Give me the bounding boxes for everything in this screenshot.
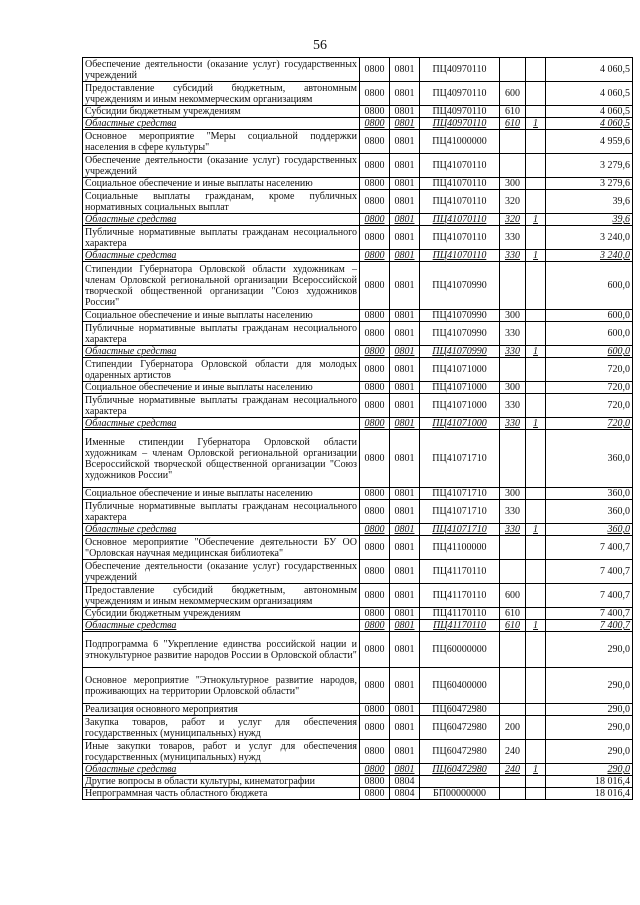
row-name: Субсидии бюджетным учреждениям — [83, 106, 360, 118]
target-article-code: ПЦ41000000 — [420, 130, 500, 154]
section-code: 0800 — [360, 250, 390, 262]
section-code: 0800 — [360, 764, 390, 776]
amount: 7 400,7 — [546, 560, 633, 584]
amount: 290,0 — [546, 632, 633, 668]
table-row — [83, 524, 633, 536]
table-row — [83, 322, 633, 346]
row-name: Обеспечение деятельности (оказание услуг) государственных учреждений — [83, 560, 360, 584]
target-article-code: ПЦ41170110 — [420, 584, 500, 608]
section-code: 0800 — [360, 190, 390, 214]
expense-type-code — [500, 704, 526, 716]
expense-type-code — [500, 632, 526, 668]
table-row — [83, 620, 633, 632]
subsection-code: 0801 — [390, 430, 420, 488]
target-article-code: ПЦ41071000 — [420, 394, 500, 418]
expense-type-code — [500, 668, 526, 704]
subsection-code: 0801 — [390, 178, 420, 190]
table-row — [83, 608, 633, 620]
expense-type-code: 330 — [500, 322, 526, 346]
target-article-code: ПЦ60400000 — [420, 668, 500, 704]
row-name: Другие вопросы в области культуры, кинематографии — [83, 776, 360, 788]
section-code: 0800 — [360, 214, 390, 226]
funding-source-code — [526, 560, 546, 584]
amount: 4 060,5 — [546, 118, 633, 130]
target-article-code: ПЦ60472980 — [420, 704, 500, 716]
expense-type-code — [500, 262, 526, 310]
row-name: Именные стипендии Губернатора Орловской области художникам – членам Орловской региональной организации Всероссийской творческой общественной организации "Союз художников России" — [83, 430, 360, 488]
target-article-code: ПЦ41071710 — [420, 430, 500, 488]
table-row — [83, 632, 633, 668]
table-row — [83, 704, 633, 716]
amount: 7 400,7 — [546, 620, 633, 632]
funding-source-code — [526, 178, 546, 190]
expense-type-code: 610 — [500, 620, 526, 632]
section-code: 0800 — [360, 668, 390, 704]
row-name: Областные средства — [83, 764, 360, 776]
amount: 4 060,5 — [546, 106, 633, 118]
section-code: 0800 — [360, 106, 390, 118]
expense-type-code: 610 — [500, 118, 526, 130]
row-name: Реализация основного мероприятия — [83, 704, 360, 716]
section-code: 0800 — [360, 740, 390, 764]
row-name: Публичные нормативные выплаты гражданам несоциального характера — [83, 322, 360, 346]
table-row — [83, 776, 633, 788]
section-code: 0800 — [360, 430, 390, 488]
target-article-code: ПЦ60000000 — [420, 632, 500, 668]
subsection-code: 0801 — [390, 106, 420, 118]
expense-type-code: 300 — [500, 178, 526, 190]
amount: 39,6 — [546, 214, 633, 226]
table-row — [83, 500, 633, 524]
table-row — [83, 58, 633, 82]
row-name: Закупка товаров, работ и услуг для обеспечения государственных (муниципальных) нужд — [83, 716, 360, 740]
table-row — [83, 358, 633, 382]
row-name: Социальное обеспечение и иные выплаты населению — [83, 310, 360, 322]
amount: 720,0 — [546, 418, 633, 430]
subsection-code: 0801 — [390, 118, 420, 130]
funding-source-code: 1 — [526, 620, 546, 632]
expense-type-code: 240 — [500, 764, 526, 776]
expense-type-code: 330 — [500, 418, 526, 430]
amount: 3 279,6 — [546, 154, 633, 178]
expense-type-code: 600 — [500, 584, 526, 608]
section-code: 0800 — [360, 704, 390, 716]
table-row — [83, 190, 633, 214]
funding-source-code: 1 — [526, 346, 546, 358]
target-article-code: ПЦ41100000 — [420, 536, 500, 560]
target-article-code: ПЦ41071710 — [420, 524, 500, 536]
table-row — [83, 226, 633, 250]
budget-table — [82, 57, 633, 800]
expense-type-code: 600 — [500, 82, 526, 106]
amount: 7 400,7 — [546, 608, 633, 620]
expense-type-code: 240 — [500, 740, 526, 764]
row-name: Непрограммная часть областного бюджета — [83, 788, 360, 800]
subsection-code: 0801 — [390, 358, 420, 382]
subsection-code: 0801 — [390, 58, 420, 82]
funding-source-code — [526, 608, 546, 620]
table-row — [83, 154, 633, 178]
section-code: 0800 — [360, 262, 390, 310]
row-name: Стипендии Губернатора Орловской области художникам – членам Орловской региональной организации Всероссийской творческой общественной организации "Союз художников России" — [83, 262, 360, 310]
table-row — [83, 740, 633, 764]
amount: 360,0 — [546, 500, 633, 524]
table-row — [83, 536, 633, 560]
amount: 3 279,6 — [546, 178, 633, 190]
funding-source-code — [526, 190, 546, 214]
funding-source-code — [526, 430, 546, 488]
expense-type-code: 330 — [500, 500, 526, 524]
row-name: Социальное обеспечение и иные выплаты населению — [83, 488, 360, 500]
subsection-code: 0801 — [390, 668, 420, 704]
target-article-code: ПЦ41070990 — [420, 262, 500, 310]
target-article-code: ПЦ41070110 — [420, 214, 500, 226]
section-code: 0800 — [360, 310, 390, 322]
funding-source-code: 1 — [526, 764, 546, 776]
expense-type-code — [500, 430, 526, 488]
expense-type-code — [500, 358, 526, 382]
row-name: Областные средства — [83, 214, 360, 226]
table-row — [83, 382, 633, 394]
expense-type-code: 610 — [500, 106, 526, 118]
subsection-code: 0801 — [390, 82, 420, 106]
funding-source-code — [526, 704, 546, 716]
row-name: Областные средства — [83, 346, 360, 358]
subsection-code: 0801 — [390, 488, 420, 500]
funding-source-code — [526, 130, 546, 154]
amount: 720,0 — [546, 382, 633, 394]
subsection-code: 0801 — [390, 214, 420, 226]
row-name: Предоставление субсидий бюджетным, автономным учреждениям и иным некоммерческим организациям — [83, 584, 360, 608]
row-name: Областные средства — [83, 524, 360, 536]
row-name: Областные средства — [83, 118, 360, 130]
expense-type-code: 320 — [500, 190, 526, 214]
subsection-code: 0801 — [390, 394, 420, 418]
funding-source-code — [526, 536, 546, 560]
funding-source-code — [526, 82, 546, 106]
section-code: 0800 — [360, 418, 390, 430]
funding-source-code: 1 — [526, 524, 546, 536]
table-row — [83, 418, 633, 430]
row-name: Социальное обеспечение и иные выплаты населению — [83, 178, 360, 190]
section-code: 0800 — [360, 788, 390, 800]
table-row — [83, 560, 633, 584]
subsection-code: 0801 — [390, 740, 420, 764]
funding-source-code: 1 — [526, 214, 546, 226]
table-row — [83, 488, 633, 500]
target-article-code: БП00000000 — [420, 788, 500, 800]
funding-source-code — [526, 584, 546, 608]
subsection-code: 0801 — [390, 322, 420, 346]
amount: 600,0 — [546, 310, 633, 322]
row-name: Предоставление субсидий бюджетным, автономным учреждениям и иным некоммерческим организациям — [83, 82, 360, 106]
funding-source-code — [526, 382, 546, 394]
expense-type-code: 330 — [500, 226, 526, 250]
expense-type-code: 200 — [500, 716, 526, 740]
subsection-code: 0801 — [390, 346, 420, 358]
section-code: 0800 — [360, 584, 390, 608]
row-name: Иные закупки товаров, работ и услуг для обеспечения государственных (муниципальных) нужд — [83, 740, 360, 764]
funding-source-code: 1 — [526, 250, 546, 262]
target-article-code: ПЦ60472980 — [420, 740, 500, 764]
target-article-code: ПЦ41170110 — [420, 620, 500, 632]
target-article-code: ПЦ60472980 — [420, 764, 500, 776]
table-row — [83, 394, 633, 418]
subsection-code: 0801 — [390, 536, 420, 560]
amount: 600,0 — [546, 346, 633, 358]
section-code: 0800 — [360, 382, 390, 394]
subsection-code: 0801 — [390, 154, 420, 178]
expense-type-code: 330 — [500, 524, 526, 536]
funding-source-code — [526, 262, 546, 310]
row-name: Социальное обеспечение и иные выплаты населению — [83, 382, 360, 394]
subsection-code: 0801 — [390, 262, 420, 310]
amount: 360,0 — [546, 430, 633, 488]
subsection-code: 0801 — [390, 632, 420, 668]
table-row — [83, 178, 633, 190]
amount: 4 959,6 — [546, 130, 633, 154]
amount: 4 060,5 — [546, 58, 633, 82]
subsection-code: 0801 — [390, 704, 420, 716]
expense-type-code — [500, 130, 526, 154]
funding-source-code — [526, 358, 546, 382]
expense-type-code — [500, 776, 526, 788]
target-article-code: ПЦ41070110 — [420, 154, 500, 178]
row-name: Областные средства — [83, 418, 360, 430]
amount: 600,0 — [546, 262, 633, 310]
subsection-code: 0801 — [390, 716, 420, 740]
amount: 720,0 — [546, 358, 633, 382]
row-name: Основное мероприятие "Меры социальной поддержки населения в сфере культуры" — [83, 130, 360, 154]
target-article-code: ПЦ41070110 — [420, 226, 500, 250]
row-name: Субсидии бюджетным учреждениям — [83, 608, 360, 620]
funding-source-code — [526, 740, 546, 764]
section-code: 0800 — [360, 500, 390, 524]
table-row — [83, 130, 633, 154]
funding-source-code — [526, 668, 546, 704]
expense-type-code: 300 — [500, 382, 526, 394]
target-article-code: ПЦ41170110 — [420, 608, 500, 620]
row-name: Обеспечение деятельности (оказание услуг) государственных учреждений — [83, 154, 360, 178]
section-code: 0800 — [360, 776, 390, 788]
amount: 720,0 — [546, 394, 633, 418]
target-article-code: ПЦ41070990 — [420, 322, 500, 346]
subsection-code: 0801 — [390, 608, 420, 620]
funding-source-code — [526, 716, 546, 740]
amount: 18 016,4 — [546, 788, 633, 800]
row-name: Стипендии Губернатора Орловской области для молодых одаренных артистов — [83, 358, 360, 382]
amount: 18 016,4 — [546, 776, 633, 788]
expense-type-code: 610 — [500, 608, 526, 620]
target-article-code: ПЦ40970110 — [420, 118, 500, 130]
target-article-code: ПЦ41170110 — [420, 560, 500, 584]
section-code: 0800 — [360, 154, 390, 178]
funding-source-code — [526, 632, 546, 668]
section-code: 0800 — [360, 608, 390, 620]
section-code: 0800 — [360, 524, 390, 536]
section-code: 0800 — [360, 620, 390, 632]
subsection-code: 0801 — [390, 226, 420, 250]
funding-source-code: 1 — [526, 418, 546, 430]
expense-type-code — [500, 536, 526, 560]
target-article-code — [420, 776, 500, 788]
table-row — [83, 788, 633, 800]
subsection-code: 0801 — [390, 500, 420, 524]
expense-type-code — [500, 154, 526, 178]
table-row — [83, 262, 633, 310]
table-row — [83, 214, 633, 226]
row-name: Обеспечение деятельности (оказание услуг) государственных учреждений — [83, 58, 360, 82]
row-name: Областные средства — [83, 250, 360, 262]
subsection-code: 0801 — [390, 310, 420, 322]
row-name: Социальные выплаты гражданам, кроме публичных нормативных социальных выплат — [83, 190, 360, 214]
table-row — [83, 584, 633, 608]
row-name: Публичные нормативные выплаты гражданам несоциального характера — [83, 394, 360, 418]
row-name: Основное мероприятие "Обеспечение деятельности БУ ОО "Орловская научная медицинская библиотека" — [83, 536, 360, 560]
funding-source-code — [526, 788, 546, 800]
target-article-code: ПЦ41071000 — [420, 382, 500, 394]
subsection-code: 0801 — [390, 130, 420, 154]
table-row — [83, 346, 633, 358]
target-article-code: ПЦ41070990 — [420, 310, 500, 322]
target-article-code: ПЦ41071710 — [420, 488, 500, 500]
funding-source-code — [526, 500, 546, 524]
expense-type-code: 320 — [500, 214, 526, 226]
amount: 39,6 — [546, 190, 633, 214]
table-row — [83, 82, 633, 106]
row-name: Основное мероприятие "Этнокультурное развитие народов, проживающих на территории Орловской области" — [83, 668, 360, 704]
expense-type-code: 330 — [500, 346, 526, 358]
table-row — [83, 250, 633, 262]
expense-type-code: 330 — [500, 250, 526, 262]
subsection-code: 0804 — [390, 776, 420, 788]
funding-source-code — [526, 226, 546, 250]
target-article-code: ПЦ41071000 — [420, 358, 500, 382]
amount: 600,0 — [546, 322, 633, 346]
section-code: 0800 — [360, 226, 390, 250]
expense-type-code: 330 — [500, 394, 526, 418]
amount: 290,0 — [546, 716, 633, 740]
amount: 7 400,7 — [546, 584, 633, 608]
target-article-code: ПЦ41070990 — [420, 346, 500, 358]
table-row — [83, 716, 633, 740]
subsection-code: 0801 — [390, 382, 420, 394]
expense-type-code: 300 — [500, 310, 526, 322]
funding-source-code — [526, 106, 546, 118]
subsection-code: 0801 — [390, 620, 420, 632]
amount: 3 240,0 — [546, 226, 633, 250]
section-code: 0800 — [360, 82, 390, 106]
amount: 3 240,0 — [546, 250, 633, 262]
row-name: Публичные нормативные выплаты гражданам несоциального характера — [83, 500, 360, 524]
subsection-code: 0804 — [390, 788, 420, 800]
amount: 290,0 — [546, 668, 633, 704]
table-row — [83, 106, 633, 118]
amount: 360,0 — [546, 488, 633, 500]
subsection-code: 0801 — [390, 584, 420, 608]
target-article-code: ПЦ41071000 — [420, 418, 500, 430]
target-article-code: ПЦ40970110 — [420, 106, 500, 118]
funding-source-code — [526, 394, 546, 418]
funding-source-code — [526, 322, 546, 346]
amount: 290,0 — [546, 764, 633, 776]
expense-type-code — [500, 560, 526, 584]
section-code: 0800 — [360, 536, 390, 560]
funding-source-code — [526, 488, 546, 500]
row-name: Областные средства — [83, 620, 360, 632]
budget-table-body — [83, 58, 633, 800]
row-name: Публичные нормативные выплаты гражданам несоциального характера — [83, 226, 360, 250]
subsection-code: 0801 — [390, 250, 420, 262]
section-code: 0800 — [360, 118, 390, 130]
amount: 4 060,5 — [546, 82, 633, 106]
funding-source-code — [526, 154, 546, 178]
budget-table-container — [82, 57, 632, 800]
target-article-code: ПЦ60472980 — [420, 716, 500, 740]
funding-source-code — [526, 776, 546, 788]
section-code: 0800 — [360, 130, 390, 154]
subsection-code: 0801 — [390, 190, 420, 214]
subsection-code: 0801 — [390, 560, 420, 584]
table-row — [83, 310, 633, 322]
subsection-code: 0801 — [390, 418, 420, 430]
section-code: 0800 — [360, 716, 390, 740]
page-number: 56 — [313, 38, 327, 53]
expense-type-code: 300 — [500, 488, 526, 500]
section-code: 0800 — [360, 358, 390, 382]
section-code: 0800 — [360, 58, 390, 82]
target-article-code: ПЦ40970110 — [420, 58, 500, 82]
table-row — [83, 764, 633, 776]
amount: 290,0 — [546, 704, 633, 716]
table-row — [83, 118, 633, 130]
amount: 290,0 — [546, 740, 633, 764]
section-code: 0800 — [360, 632, 390, 668]
target-article-code: ПЦ41070110 — [420, 250, 500, 262]
funding-source-code: 1 — [526, 118, 546, 130]
funding-source-code — [526, 310, 546, 322]
section-code: 0800 — [360, 560, 390, 584]
target-article-code: ПЦ41071710 — [420, 500, 500, 524]
row-name: Подпрограмма 6 "Укрепление единства российской нации и этнокультурное развитие народов России в Орловской области" — [83, 632, 360, 668]
funding-source-code — [526, 58, 546, 82]
table-row — [83, 668, 633, 704]
target-article-code: ПЦ41070110 — [420, 178, 500, 190]
table-row — [83, 430, 633, 488]
section-code: 0800 — [360, 346, 390, 358]
section-code: 0800 — [360, 394, 390, 418]
section-code: 0800 — [360, 488, 390, 500]
expense-type-code — [500, 58, 526, 82]
section-code: 0800 — [360, 178, 390, 190]
section-code: 0800 — [360, 322, 390, 346]
amount: 360,0 — [546, 524, 633, 536]
amount: 7 400,7 — [546, 536, 633, 560]
subsection-code: 0801 — [390, 524, 420, 536]
target-article-code: ПЦ41070110 — [420, 190, 500, 214]
expense-type-code — [500, 788, 526, 800]
subsection-code: 0801 — [390, 764, 420, 776]
target-article-code: ПЦ40970110 — [420, 82, 500, 106]
